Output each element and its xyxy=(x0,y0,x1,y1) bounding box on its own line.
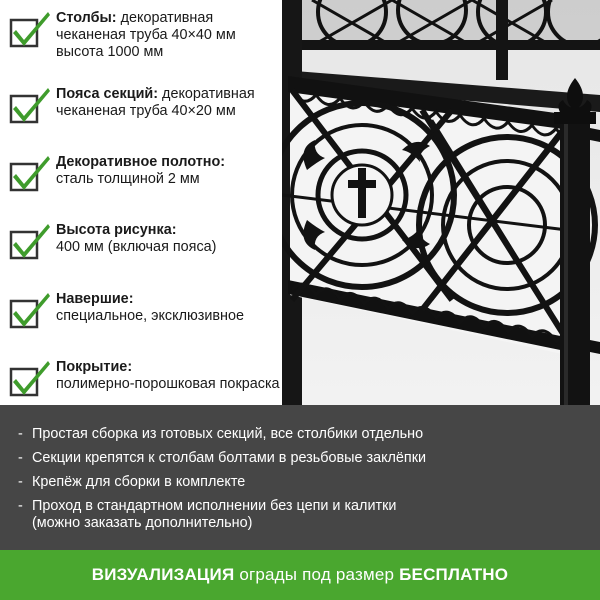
note-text: Проход в стандартном исполнении без цепи и калитки xyxy=(32,498,397,514)
checkmark-icon xyxy=(8,86,52,124)
spec-title: Навершие: xyxy=(56,291,134,307)
checkmark-icon xyxy=(8,291,52,329)
note-item xyxy=(18,426,600,443)
spec-text: декоративная xyxy=(158,86,255,102)
spec-title: Пояса секций: xyxy=(56,86,159,102)
note-bullet: - xyxy=(18,498,23,514)
spec-line: высота 1000 мм xyxy=(56,44,164,60)
banner-middle: ограды под размер xyxy=(234,565,400,584)
note-bullet: - xyxy=(18,426,23,442)
spec-line: 400 мм (включая пояса) xyxy=(56,239,217,255)
note-item xyxy=(18,498,600,532)
checkmark-icon xyxy=(8,10,52,48)
spec-title: Покрытие: xyxy=(56,359,133,375)
spec-line: чеканеная труба 40×20 мм xyxy=(56,103,236,119)
spec-line: сталь толщиной 2 мм xyxy=(56,171,200,187)
spec-title: Высота рисунка: xyxy=(56,222,177,238)
note-text: Секции крепятся к столбам болтами в резьбовые заклёпки xyxy=(32,450,427,466)
checkmark-icon xyxy=(8,222,52,260)
note-bullet: - xyxy=(18,450,23,466)
spec-line: полимерно-порошковая покраска xyxy=(56,376,280,392)
note-text: Простая сборка из готовых секций, все столбики отдельно xyxy=(32,426,424,442)
note-text-continued: (можно заказать дополнительно) xyxy=(32,515,253,531)
spec-line: специальное, эксклюзивное xyxy=(56,308,244,324)
banner-strong-visualization: ВИЗУАЛИЗАЦИЯ xyxy=(91,565,235,584)
spec-line: чеканеная труба 40×40 мм xyxy=(56,27,236,43)
spec-title: Декоративное полотно: xyxy=(56,154,226,170)
checkmark-icon xyxy=(8,154,52,192)
note-item xyxy=(18,450,600,467)
banner-text xyxy=(92,565,508,585)
notes-panel xyxy=(0,405,600,550)
visualization-banner xyxy=(0,550,600,600)
banner-strong-free: БЕСПЛАТНО xyxy=(399,565,509,584)
note-text: Крепёж для сборки в комплекте xyxy=(32,474,246,490)
checkmark-icon xyxy=(8,359,52,397)
spec-title: Столбы: xyxy=(56,10,117,26)
note-bullet: - xyxy=(18,474,23,490)
note-item xyxy=(18,474,600,491)
spec-text: декоративная xyxy=(116,10,214,26)
notes-list xyxy=(0,405,600,532)
